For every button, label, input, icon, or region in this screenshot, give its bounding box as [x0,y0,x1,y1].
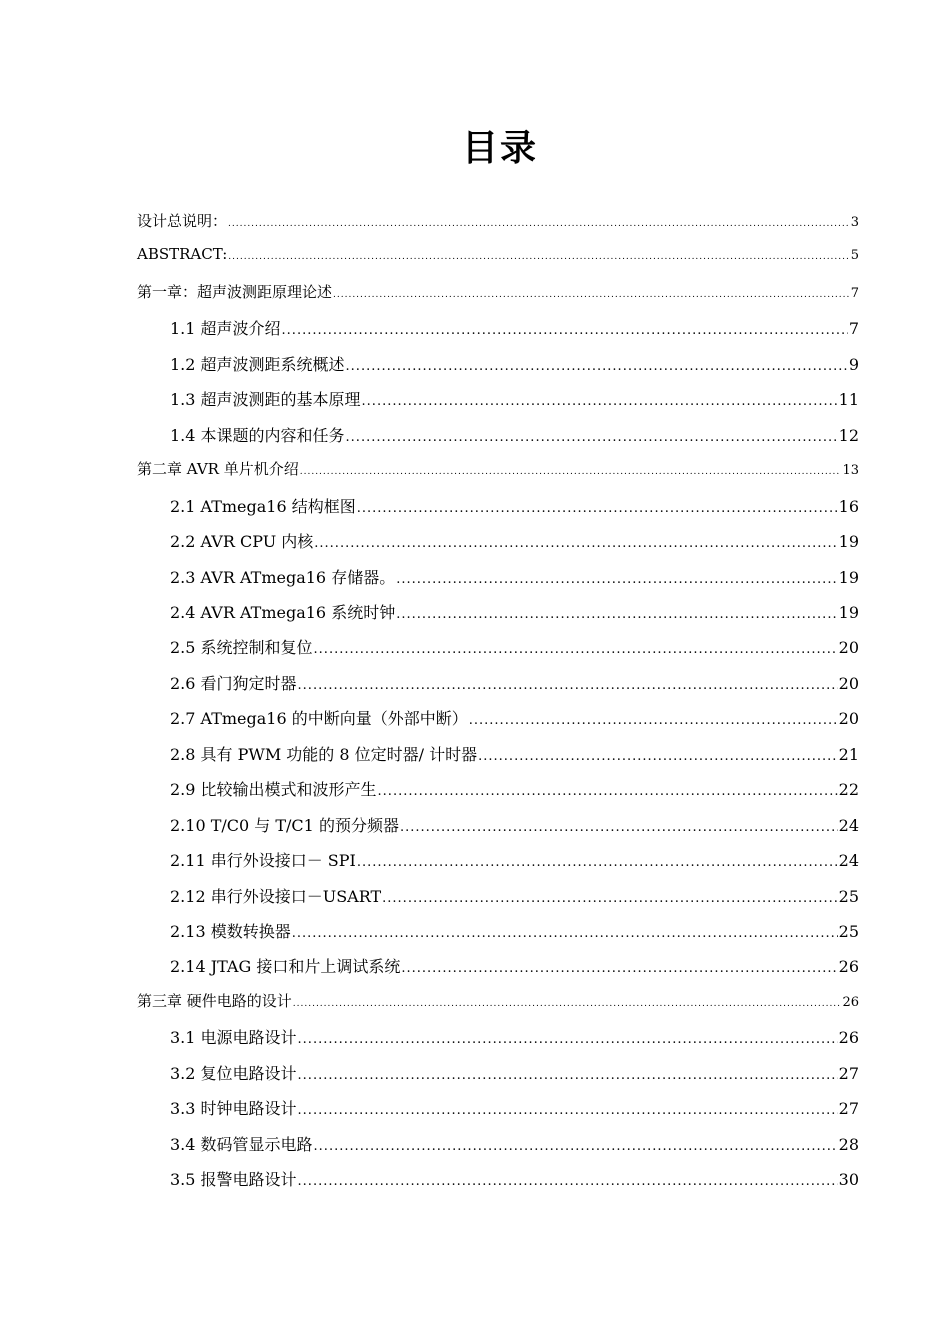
toc-entry[interactable] [170,919,859,949]
toc-entry[interactable] [170,635,859,665]
toc-dot-leader [333,290,850,300]
toc-dot-leader [300,467,842,477]
toc-dot-leader [298,1068,838,1083]
toc-entry[interactable] [170,777,859,807]
toc-dot-leader [469,713,838,728]
toc-entry-page-number: 13 [842,463,859,479]
toc-dot-leader [298,1032,838,1047]
toc-entry[interactable] [170,671,859,701]
toc-entry-page-number: 7 [850,285,859,301]
toc-entry[interactable] [170,423,859,453]
toc-entry-label: 第一章：超声波测距原理论述 [137,282,333,301]
toc-entry-page-number: 3 [850,215,859,230]
toc-dot-leader [228,219,850,229]
toc-entry-page-number: 24 [838,851,859,871]
page-title: 目录 [461,128,538,169]
toc-entry-page-number: 19 [838,602,859,622]
toc-dot-leader [478,749,838,764]
toc-entry-page-number: 26 [842,994,859,1010]
toc-dot-leader [362,394,838,409]
toc-entry-label: 3.1 电源电路设计 [170,1028,297,1048]
toc-entry-label: 2.14 JTAG 接口和片上调试系统 [170,957,401,977]
toc-entry-label: 2.9 比较输出模式和波形产生 [170,780,377,800]
toc-entry[interactable] [170,954,859,984]
toc-entry-page-number: 25 [838,886,859,906]
toc-entry-page-number: 19 [838,567,859,587]
toc-entry-label: 2.6 看门狗定时器 [170,673,297,693]
toc-entry-label: 3.4 数码管显示电路 [170,1134,313,1154]
toc-dot-leader [382,891,837,906]
toc-dot-leader [314,1139,838,1154]
toc-entry-page-number: 11 [838,390,859,410]
toc-entry-page-number: 28 [838,1134,859,1154]
toc-entry-label: 1.2 超声波测距系统概述 [170,354,345,374]
toc-entry-page-number: 7 [848,319,859,339]
toc-entry-label: 3.2 复位电路设计 [170,1063,297,1083]
toc-entry-label: 第二章 AVR 单片机介绍 [137,460,299,479]
toc-entry[interactable] [170,1025,859,1055]
toc-entry-page-number: 5 [850,248,859,264]
toc-entry[interactable] [170,742,859,772]
toc-entry-page-number: 30 [838,1170,859,1190]
toc-entry-label: 1.4 本课题的内容和任务 [170,425,345,445]
toc-entry-page-number: 26 [838,1028,859,1048]
toc-dot-leader [401,961,837,976]
toc-entry-page-number: 16 [838,496,859,516]
toc-entry-page-number: 20 [838,673,859,693]
toc-dot-leader [292,926,838,941]
toc-dot-leader [357,501,838,516]
toc-entry-page-number: 24 [838,815,859,835]
toc-dot-leader [293,999,842,1009]
toc-dot-leader [282,323,848,338]
toc-entry[interactable] [170,1061,859,1091]
toc-entry-page-number: 26 [838,957,859,977]
toc-entry-label: 2.4 AVR ATmega16 系统时钟 [170,602,396,622]
toc-entry-label: 3.3 时钟电路设计 [170,1099,297,1119]
toc-dot-leader [346,359,848,374]
toc-entry[interactable] [170,529,859,559]
toc-entry[interactable] [170,706,859,736]
toc-entry[interactable] [137,245,859,275]
toc-entry-page-number: 20 [838,638,859,658]
toc-entry[interactable] [137,281,859,311]
toc-entry-label: 2.1 ATmega16 结构框图 [170,496,356,516]
toc-entry-label: 2.3 AVR ATmega16 存储器。 [170,567,396,587]
toc-entry-label: 2.5 系统控制和复位 [170,638,313,658]
toc-entry-label: 2.2 AVR CPU 内核 [170,532,314,552]
toc-dot-leader [228,252,849,262]
toc-dot-leader [400,820,838,835]
toc-dot-leader [357,855,838,870]
toc-entry-label: 2.13 模数转换器 [170,922,291,941]
toc-entry[interactable] [170,352,859,382]
toc-dot-leader [346,430,838,445]
toc-entry-page-number: 20 [838,709,859,729]
toc-entry-page-number: 9 [848,354,859,374]
toc-entry-label: 2.8 具有 PWM 功能的 8 位定时器/ 计时器 [170,744,478,764]
toc-entry[interactable] [170,884,859,914]
toc-entry[interactable] [137,990,859,1020]
toc-dot-leader [298,1174,838,1189]
toc-dot-leader [314,642,838,657]
toc-entry[interactable] [170,494,859,524]
toc-entry-page-number: 21 [838,744,859,764]
toc-entry[interactable] [170,1096,859,1126]
toc-entry[interactable] [170,1132,859,1162]
toc-entry-page-number: 25 [838,922,859,941]
toc-entry-page-number: 27 [838,1099,859,1119]
toc-dot-leader [298,1103,838,1118]
toc-entry[interactable] [170,813,859,843]
toc-entry[interactable] [170,1167,859,1197]
toc-entry-page-number: 22 [838,780,859,800]
toc-entry[interactable] [170,565,859,595]
toc-entry-label: 第三章 硬件电路的设计 [137,991,292,1010]
toc-entry[interactable] [170,848,859,878]
toc-entry[interactable] [170,387,859,417]
toc-entry-page-number: 19 [838,532,859,552]
toc-entry-label: 1.3 超声波测距的基本原理 [170,390,361,410]
toc-entry-page-number: 27 [838,1063,859,1083]
toc-entry-label: 1.1 超声波介绍 [170,319,281,339]
toc-dot-leader [378,784,838,799]
toc-entry[interactable] [137,458,859,488]
toc-dot-leader [298,678,838,693]
toc-entry-label: 2.10 T/C0 与 T/C1 的预分频器 [170,815,399,835]
toc-entry-label: 3.5 报警电路设计 [170,1170,297,1190]
toc-entry[interactable] [170,600,859,630]
toc-dot-leader [396,572,837,587]
toc-dot-leader [396,607,837,622]
toc-entry-label: 2.7 ATmega16 的中断向量（外部中断） [170,709,468,729]
toc-entry-label: 2.12 串行外设接口－USART [170,886,382,906]
toc-entry-page-number: 12 [838,425,859,445]
toc-entry-label: 设计总说明： [137,212,228,230]
toc-entry-label: 2.11 串行外设接口－ SPI [170,851,356,871]
toc-entry-label: ABSTRACT: [137,245,228,264]
toc-entry[interactable] [137,210,859,240]
toc-dot-leader [314,536,837,551]
toc-entry[interactable] [170,316,859,346]
